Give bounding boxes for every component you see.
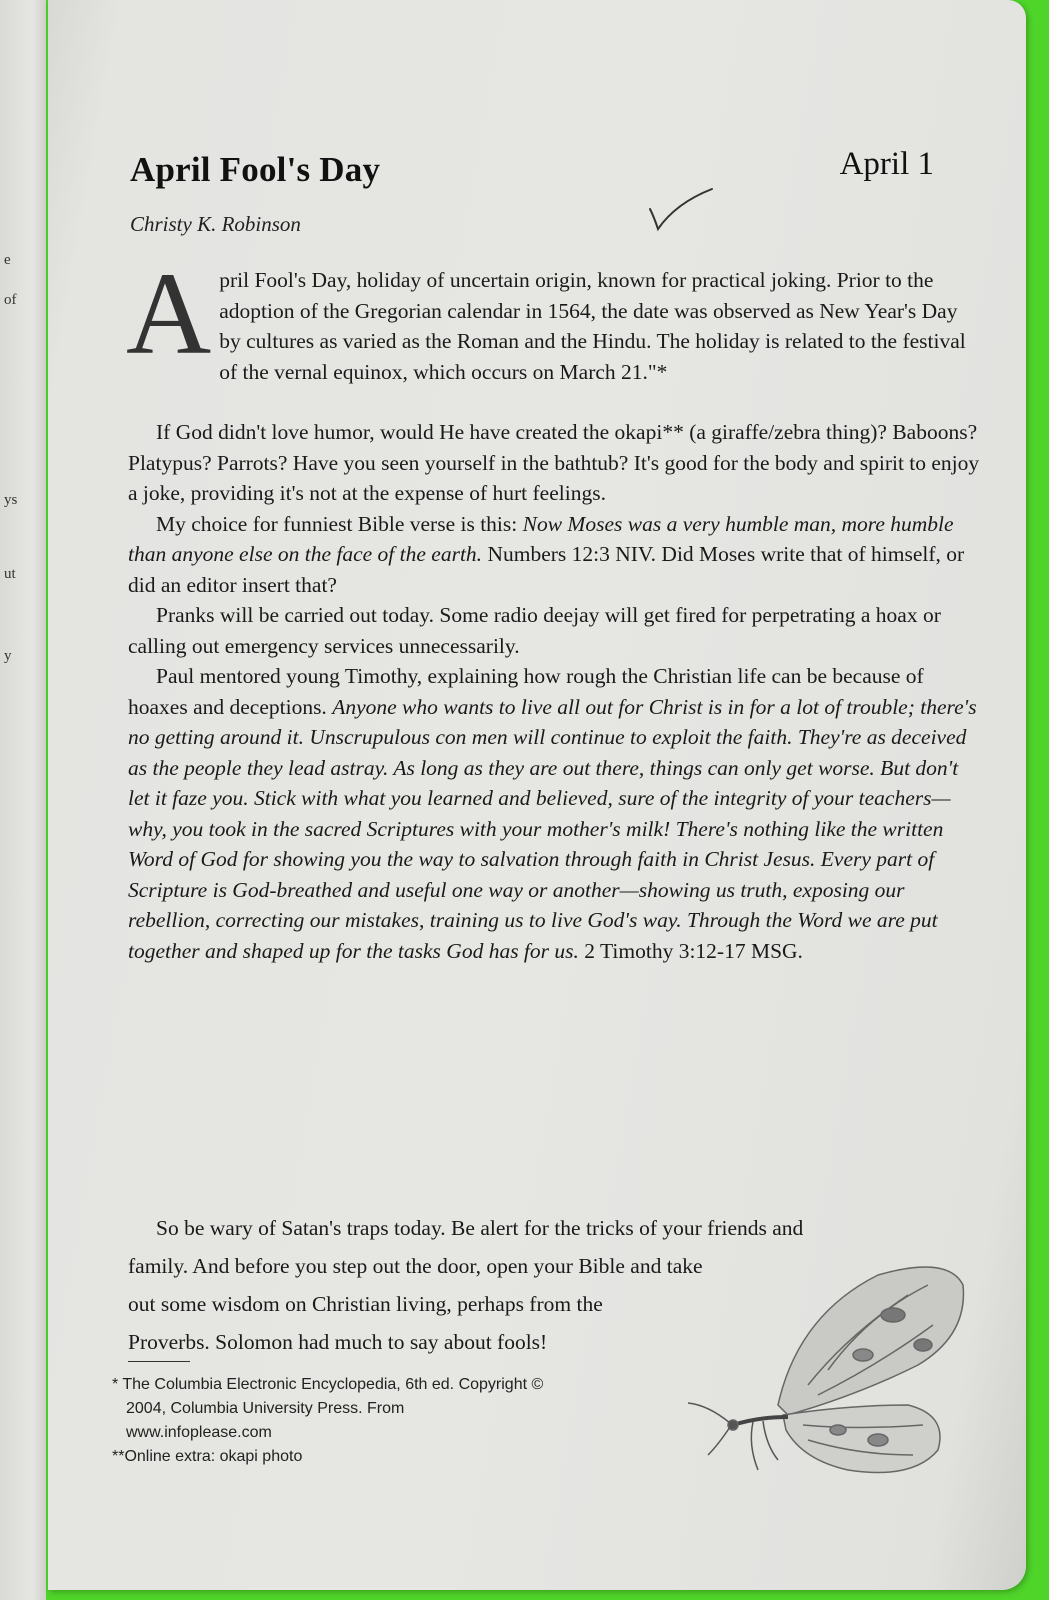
left-page-fragment: ut xyxy=(4,566,16,582)
author-name: Christy K. Robinson xyxy=(130,212,301,236)
book-page xyxy=(48,0,1026,1590)
left-page-fragment: e xyxy=(4,252,11,268)
paragraph-humor: If God didn't love humor, would He have created the okapi** (a giraffe/zebra thing)? Baboons? Platypus? Parrots? Have you seen yourself in the bathtub? It's good for the body and spirit to enjoy a joke, providing it's not at the expense of hurt feelings. xyxy=(128,420,980,505)
left-page-fragment: of xyxy=(4,292,17,308)
footnote-2: **Online extra: okapi photo xyxy=(112,1448,303,1465)
closing-line: Proverbs. Solomon had much to say about fools! xyxy=(128,1330,548,1354)
footnote-divider xyxy=(128,1361,190,1362)
left-page-edge xyxy=(0,0,46,1600)
footnote-1-link: www.infoplease.com xyxy=(126,1424,272,1441)
paragraph-pranks: Pranks will be carried out today. Some radio deejay will get fired for perpetrating a hoax or calling out emergency services unnecessarily. xyxy=(128,603,941,658)
closing-line: out some wisdom on Christian living, perhaps from the xyxy=(128,1292,603,1316)
paragraph-bible-verse: My choice for funniest Bible verse is this: Now Moses was a very humble man, more humble than anyone else on the face of the earth. Numbers 12:3 NIV. Did Moses write that of himself, or did an editor insert that? xyxy=(128,511,965,597)
footnote-1-line: * The Columbia Electronic Encyclopedia, 6th ed. Copyright © xyxy=(112,1376,544,1393)
page-title: April Fool's Day xyxy=(130,150,381,189)
paragraph-intro: April Fool's Day, holiday of uncertain origin, known for practical joking. Prior to the adoption of the Gregorian calendar in 1564, the date was observed as New Year's Day by cultures as varied as the Roman and the Hindu. The holiday is related to the festival of the vernal equinox, which occurs on March 21."* xyxy=(126,248,966,384)
handwritten-check-icon xyxy=(646,185,716,237)
article-body xyxy=(126,248,984,966)
left-page-fragment: ys xyxy=(4,492,18,508)
butterfly-illustration-icon xyxy=(678,1255,968,1485)
closing-line: family. And before you step out the door, open your Bible and take xyxy=(128,1254,703,1278)
left-page-fragment: y xyxy=(4,648,12,664)
footnotes xyxy=(112,1373,543,1469)
footnote-1-line: 2004, Columbia University Press. From xyxy=(126,1400,405,1417)
closing-line: So be wary of Satan's traps today. Be alert for the tricks of your friends and xyxy=(156,1216,804,1240)
page-date: April 1 xyxy=(839,146,934,182)
drop-cap: A xyxy=(126,248,212,379)
paragraph-timothy: Paul mentored young Timothy, explaining how rough the Christian life can be because of hoaxes and deceptions. Anyone who wants to live all out for Christ is in for a lot of trouble; there's no getting around it. Unscrupulous con men will continue to exploit the faith. They're as deceived as the people they lead astray. As long as they are out there, things can only get worse. But don't let it faze you. Stick with what you learned and believed, sure of the integrity of your teachers— why, you took in the sacred Scriptures with your mother's milk! There's nothing like the written Word of God for showing you the way to salvation through faith in Christ Jesus. Every part of Scripture is God-breathed and useful one way or another—showing us truth, exposing our rebellion, correcting our mistakes, training us to live God's way. Through the Word we are put together and shaped up for the tasks God has for us. 2 Timothy 3:12-17 MSG. xyxy=(128,664,977,963)
